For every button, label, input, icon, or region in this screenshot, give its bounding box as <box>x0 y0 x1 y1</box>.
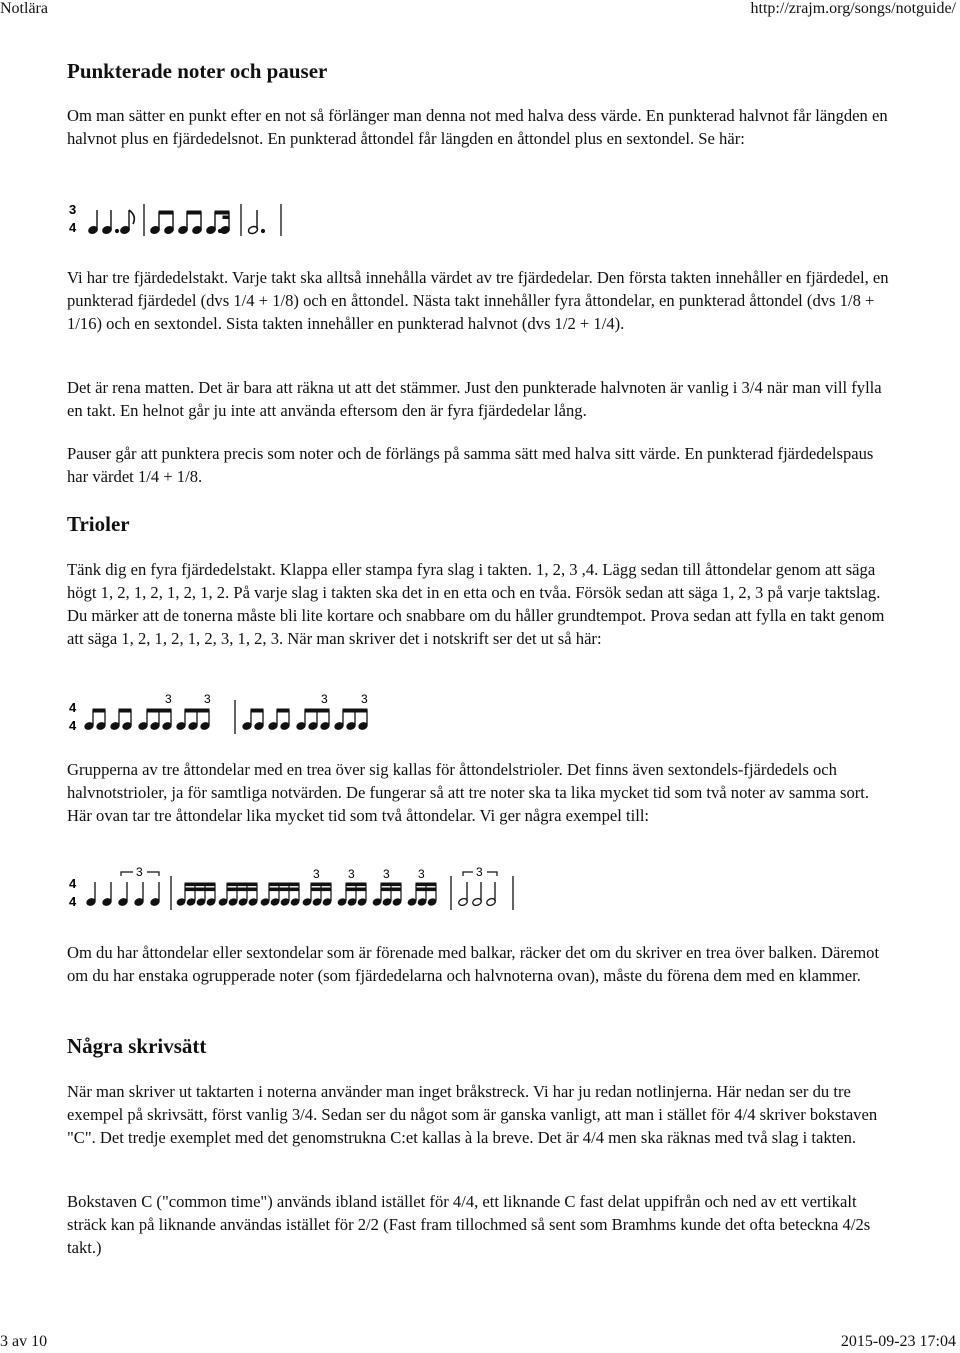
dot <box>115 229 118 232</box>
paragraph: Grupperna av tre åttondelar med en trea över sig kallas för åttondelstrioler. Det finns även sextondels-fjärdedels och halvnotstrioler, ja för samtliga notvärden. De fungerar så att tre noter ska ta lika mycket tid som två noter av samma sort. Här ovan tar tre åttondelar lika mycket tid som två åttondelar. Vi ger några exempel till: <box>67 760 870 825</box>
print-timestamp: 2015-09-23 17:04 <box>840 1333 956 1350</box>
notes-ex2-m2 <box>242 709 368 730</box>
paragraph: Om du har åttondelar eller sextondelar som är förenade med balkar, räcker det om du skriver en trea över balken. Däremot om du har enstaka ogrupperade noter (som fjärdedelarna och halvnoterna ovan), måste du förena dem med en klammer. <box>67 943 880 985</box>
triplet-number: 3 <box>136 865 143 879</box>
measure-2 <box>150 211 231 235</box>
page-number: 3 av 10 <box>0 1333 48 1350</box>
time-signature-bottom: 4 <box>69 894 77 909</box>
measure-3 <box>248 210 265 235</box>
header-title: Notlära <box>0 0 48 17</box>
triplet-number: 3 <box>383 867 390 881</box>
time-signature-bottom: 4 <box>69 718 77 733</box>
notes-ex3-m2 <box>176 883 300 906</box>
heading-trioler: Trioler <box>67 512 130 536</box>
notation-example-triplets <box>67 690 897 740</box>
time-signature-top: 4 <box>69 876 77 891</box>
heading-punkterade: Punkterade noter och pauser <box>67 59 328 83</box>
triplet-marks <box>165 692 368 706</box>
triplet-number: 3 <box>476 865 483 879</box>
triplet-number: 3 <box>321 692 328 706</box>
paragraph: Tänk dig en fyra fjärdedelstakt. Klappa eller stampa fyra slag i takten. 1, 2, 3 ,4. Lägg sedan till åttondelar genom att säga högt 1, 2, 1, 2, 1, 2, 1, 2. På varje slag i takten ska det in en etta och en tvåa. Försök sedan att säga 1, 2, 3 på varje taktslag. Du märker att de tonerna måste bli lite kortare och snabbare om du håller grundtempot. Prova sedan att fylla en takt genom att säga 1, 2, 1, 2, 1, 2, 3, 1, 2, 3. När man skriver det i notskrift ser det ut så här: <box>67 560 885 648</box>
notes-ex3-m2b <box>302 883 437 906</box>
paragraph: Vi har tre fjärdedelstakt. Varje takt ska alltså innehålla värdet av tre fjärdedelar. Den första takten innehåller en fjärdedel, en punkterad fjärdedel (dvs 1/4 + 1/8) och en åttondel. Nästa takt innehåller fyra åttondelar, en punkterad åttondel (dvs 1/8 + 1/16) och en sextondel. Sista takten innehåller en punkterad halvnot (dvs 1/2 + 1/4). <box>67 268 889 333</box>
time-signature-top: 3 <box>69 202 77 217</box>
triplet-number: 3 <box>361 692 368 706</box>
notes-ex3-m1 <box>86 882 160 906</box>
heading-skrivsatt: Några skrivsätt <box>67 1034 207 1058</box>
time-signature-bottom: 4 <box>69 220 77 235</box>
triplet-number: 3 <box>165 692 172 706</box>
notes-ex2 <box>84 709 210 730</box>
paragraph: Om man sätter en punkt efter en not så förlänger man denna not med halva dess värde. En punkterad halvnot får längden en halvnot plus en fjärdedelsnot. En punkterad åttondel får längden en åttondel plus en sextondel. Se här: <box>67 106 888 148</box>
triplet-number: 3 <box>313 867 320 881</box>
triplet-number: 3 <box>418 867 425 881</box>
notation-example-triplet-variants <box>67 862 897 916</box>
header-url[interactable]: http://zrajm.org/songs/notguide/ <box>750 0 956 17</box>
triplet-number: 3 <box>348 867 355 881</box>
measure-1 <box>88 210 135 235</box>
triplet-number: 3 <box>204 692 211 706</box>
time-signature-top: 4 <box>69 700 77 715</box>
notes-ex3-m3 <box>458 882 496 907</box>
paragraph: Pauser går att punktera precis som noter och de förlängs på samma sätt med halva sitt värde. En punkterad fjärdedelspaus har värdet 1/4 + 1/8. <box>67 444 874 486</box>
paragraph: Det är rena matten. Det är bara att räkna ut att det stämmer. Just den punkterade halvnoten är vanlig i 3/4 när man vill fylla en takt. En helnot går ju inte att använda eftersom den är fyra fjärdedelar lång. <box>67 378 882 420</box>
paragraph: Bokstaven C ("common time") används ibland istället för 4/4, ett liknande C fast delat uppifrån och ned av ett vertikalt sträck kan på liknande användas istället för 2/2 (Fast fram tillochmed så sent som Bramhms kunde det ofta beteckna 4/2s takt.) <box>67 1192 871 1257</box>
notation-example-dotted <box>67 196 897 244</box>
paragraph: När man skriver ut taktarten i noterna använder man inget bråkstreck. Vi har ju redan notlinjerna. Här nedan ser du tre exempel på skrivsätt, först vanlig 3/4. Sedan ser du något som är ganska vanligt, att man i stället för 4/4 skriver bokstaven "C". Det tredje exemplet med det genomstrukna C:et kallas à la breve. Det är 4/4 men ska räknas med två slag i takten. <box>67 1082 878 1147</box>
